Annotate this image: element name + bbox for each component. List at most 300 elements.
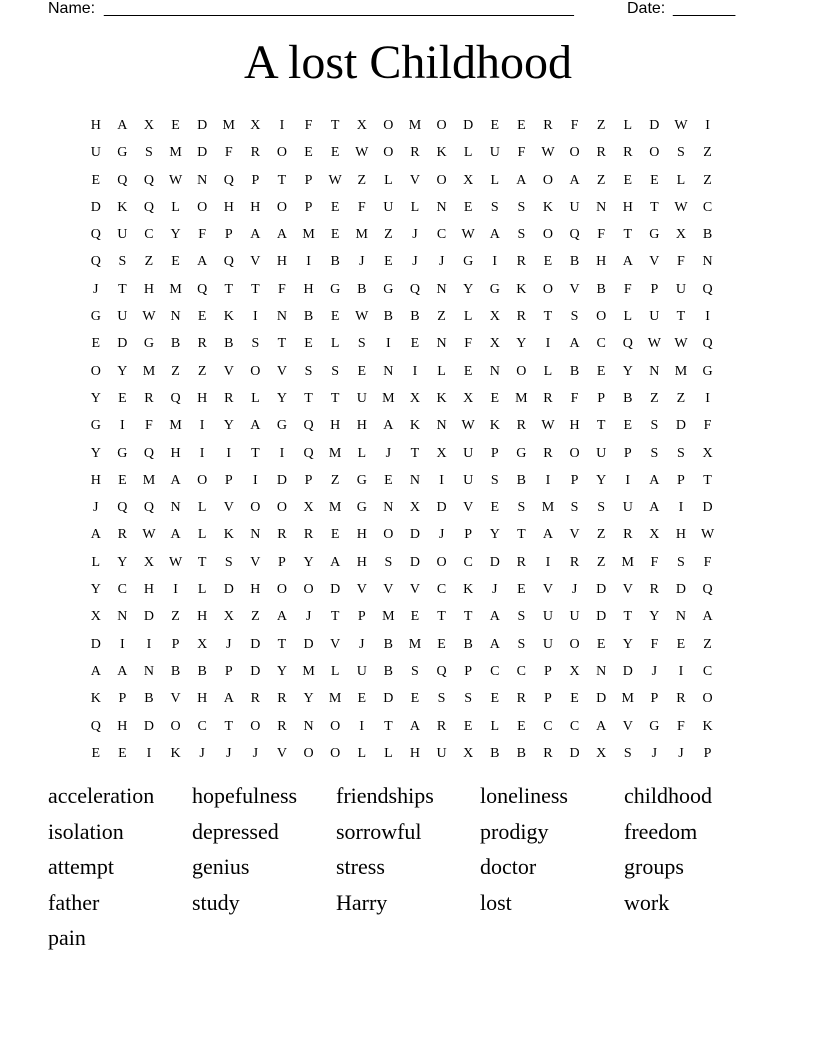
grid-letter: D (117, 336, 128, 352)
grid-letter: N (596, 663, 607, 679)
grid-letter: Y (90, 445, 102, 461)
date-label: Date: (627, 0, 666, 17)
word-list-item: sorrowful (336, 818, 422, 844)
grid-letter: I (439, 472, 445, 488)
grid-letter: T (330, 118, 340, 133)
grid-letter: U (569, 609, 581, 625)
grid-letter: N (250, 527, 261, 543)
grid-letter: N (596, 199, 607, 215)
grid-letter: R (649, 582, 660, 598)
word-search-grid (84, 112, 732, 767)
grid-letter: Z (596, 172, 606, 188)
grid-letter: X (197, 636, 208, 652)
grid-letter: G (356, 472, 368, 488)
grid-letter: L (91, 554, 101, 570)
word-list-item: study (192, 889, 240, 915)
grid-letter: F (650, 636, 659, 652)
grid-letter: A (489, 636, 501, 652)
grid-letter: E (304, 145, 314, 161)
grid-letter: O (542, 172, 554, 188)
word-list-item: father (48, 889, 100, 915)
grid-letter: F (517, 145, 526, 161)
grid-letter: L (171, 199, 181, 215)
grid-letter: J (492, 582, 498, 598)
grid-letter: H (117, 718, 128, 734)
grid-letter: Z (171, 609, 181, 625)
grid-letter: A (569, 336, 581, 352)
grid-letter: Q (197, 281, 208, 297)
grid-letter: J (93, 281, 99, 297)
grid-letter: J (438, 527, 445, 543)
grid-letter: T (517, 527, 527, 543)
grid-letter: A (90, 527, 102, 543)
word-list-item: lost (480, 889, 512, 915)
grid-letter: U (117, 227, 128, 243)
grid-letter: B (224, 336, 234, 352)
grid-letter: Z (144, 254, 154, 270)
grid-letter: P (677, 472, 686, 488)
grid-letter: U (675, 281, 687, 297)
grid-letter: B (330, 254, 341, 270)
grid-letter: X (409, 390, 421, 406)
grid-letter: B (383, 663, 394, 679)
grid-letter: W (168, 172, 183, 188)
grid-letter: G (117, 145, 128, 161)
grid-letter: X (250, 118, 261, 133)
grid-letter: I (279, 445, 285, 461)
grid-letter: Z (596, 527, 606, 543)
grid-letter: O (276, 582, 288, 598)
grid-letter: H (409, 745, 421, 761)
grid-letter: F (677, 718, 686, 734)
grid-letter: Q (143, 445, 155, 461)
grid-letter: M (142, 363, 156, 379)
grid-letter: V (223, 500, 235, 516)
grid-letter: O (383, 118, 394, 133)
grid-letter: H (675, 527, 687, 543)
grid-letter: K (409, 418, 421, 434)
grid-letter: J (412, 227, 419, 243)
grid-letter: A (516, 172, 527, 188)
grid-letter: Z (676, 390, 686, 406)
grid-letter: X (569, 663, 581, 679)
grid-letter: M (222, 118, 236, 133)
grid-letter: D (675, 582, 687, 598)
grid-letter: Q (569, 227, 581, 243)
grid-letter: R (596, 145, 607, 161)
grid-letter: E (410, 336, 420, 352)
grid-letter: S (118, 254, 127, 270)
grid-letter: B (197, 663, 208, 679)
grid-letter: E (623, 418, 633, 434)
grid-letter: V (409, 172, 421, 188)
grid-letter: E (676, 636, 686, 652)
grid-letter: C (596, 336, 607, 352)
grid-letter: U (596, 445, 607, 461)
grid-letter: I (173, 582, 179, 598)
grid-letter: Q (90, 718, 102, 734)
grid-letter: E (517, 118, 527, 133)
grid-letter: K (436, 145, 448, 161)
grid-letter: E (543, 254, 553, 270)
grid-letter: S (437, 691, 446, 707)
name-field[interactable]: ______________________________________________________ (104, 0, 574, 17)
grid-letter: U (463, 445, 474, 461)
grid-letter: X (436, 445, 448, 461)
grid-letter: F (650, 554, 659, 570)
grid-letter: R (224, 390, 234, 406)
grid-letter: N (436, 281, 448, 297)
grid-letter: P (464, 663, 473, 679)
grid-letter: T (251, 281, 261, 297)
grid-letter: D (649, 118, 660, 133)
grid-letter: L (490, 172, 500, 188)
grid-letter: J (412, 254, 419, 270)
grid-letter: R (676, 691, 687, 707)
grid-letter: H (356, 554, 368, 570)
grid-letter: O (436, 554, 448, 570)
grid-letter: T (304, 390, 314, 406)
grid-letter: J (678, 745, 685, 761)
grid-letter: P (650, 281, 659, 297)
grid-letter: G (463, 254, 474, 270)
grid-letter: J (305, 609, 312, 625)
grid-letter: M (328, 691, 342, 707)
grid-letter: U (356, 663, 368, 679)
grid-letter: O (250, 718, 261, 734)
grid-letter: Y (117, 554, 128, 570)
grid-letter: F (464, 336, 473, 352)
grid-letter: P (224, 472, 234, 488)
grid-letter: M (355, 227, 369, 243)
grid-letter: J (252, 745, 259, 761)
grid-letter: U (383, 199, 394, 215)
grid-letter: B (702, 227, 713, 243)
grid-letter: U (463, 472, 474, 488)
grid-letter: Y (489, 527, 501, 543)
grid-letter: I (492, 254, 498, 270)
grid-letter: M (169, 145, 183, 161)
grid-letter: W (541, 418, 556, 434)
grid-letter: I (226, 445, 232, 461)
grid-letter: L (384, 745, 394, 761)
grid-letter: K (489, 418, 501, 434)
grid-letter: V (383, 582, 394, 598)
grid-letter: E (91, 336, 101, 352)
grid-letter: L (384, 172, 394, 188)
grid-letter: A (409, 718, 421, 734)
grid-letter: G (516, 445, 527, 461)
grid-letter: D (250, 636, 261, 652)
grid-letter: O (542, 281, 554, 297)
grid-letter: A (170, 527, 182, 543)
grid-letter: Q (90, 227, 102, 243)
grid-letter: I (253, 472, 259, 488)
grid-letter: C (436, 582, 447, 598)
grid-row (84, 521, 732, 548)
grid-letter: P (650, 691, 659, 707)
grid-letter: J (226, 745, 232, 761)
grid-letter: Q (143, 199, 155, 215)
grid-letter: Y (90, 582, 102, 598)
grid-letter: L (357, 445, 367, 461)
grid-letter: M (674, 363, 688, 379)
grid-letter: E (490, 500, 500, 516)
grid-letter: X (223, 609, 235, 625)
grid-letter: R (516, 418, 527, 434)
word-list-item: work (624, 889, 670, 915)
grid-letter: D (675, 418, 687, 434)
grid-letter: O (276, 145, 288, 161)
grid-letter: F (703, 554, 712, 570)
word-list-item: friendships (336, 783, 434, 808)
grid-letter: O (197, 199, 208, 215)
grid-letter: O (702, 691, 714, 707)
header-line (48, 0, 748, 20)
grid-letter: R (197, 336, 208, 352)
grid-row (84, 303, 732, 330)
grid-letter: N (276, 309, 288, 325)
grid-letter: O (569, 445, 581, 461)
grid-letter: D (596, 609, 607, 625)
grid-letter: I (199, 445, 205, 461)
word-list-item: doctor (480, 854, 537, 879)
grid-letter: E (490, 390, 500, 406)
grid-letter: R (436, 718, 447, 734)
grid-letter: J (359, 636, 365, 652)
grid-letter: E (437, 636, 447, 652)
name-label: Name: (48, 0, 96, 17)
grid-letter: U (436, 745, 448, 761)
grid-letter: Q (436, 663, 448, 679)
grid-letter: A (117, 118, 128, 133)
grid-letter: N (197, 172, 208, 188)
grid-letter: D (197, 145, 208, 161)
word-list-item: stress (336, 854, 385, 879)
grid-letter: E (410, 691, 420, 707)
grid-letter: R (250, 145, 261, 161)
grid-letter: M (328, 500, 342, 516)
grid-letter: W (142, 527, 157, 543)
grid-letter: S (384, 554, 393, 570)
grid-letter: U (90, 145, 102, 161)
grid-letter: S (517, 500, 526, 516)
grid-letter: S (650, 418, 659, 434)
grid-letter: M (541, 500, 555, 516)
grid-letter: P (278, 554, 287, 570)
grid-letter: R (543, 118, 554, 133)
grid-letter: I (146, 636, 152, 652)
grid-letter: P (544, 691, 553, 707)
grid-letter: H (223, 199, 235, 215)
word-list-item: pain (48, 925, 86, 950)
grid-row (84, 358, 732, 385)
grid-letter: O (90, 363, 102, 379)
grid-letter: N (383, 500, 394, 516)
grid-letter: N (649, 363, 660, 379)
grid-row (84, 549, 732, 576)
grid-letter: D (409, 554, 421, 570)
grid-letter: C (702, 663, 713, 679)
grid-letter: D (143, 609, 155, 625)
grid-letter: D (90, 199, 102, 215)
grid-letter: J (651, 663, 658, 679)
grid-letter: H (197, 691, 208, 707)
grid-letter: S (570, 500, 579, 516)
grid-letter: D (596, 582, 607, 598)
grid-letter: W (461, 227, 476, 243)
grid-letter: F (304, 118, 313, 133)
grid-letter: E (570, 691, 580, 707)
grid-letter: B (170, 336, 181, 352)
grid-letter: D (489, 554, 501, 570)
grid-letter: Y (223, 418, 235, 434)
grid-letter: Y (276, 390, 288, 406)
grid-letter: G (330, 281, 341, 297)
grid-letter: T (277, 172, 287, 188)
grid-letter: C (463, 554, 474, 570)
grid-letter: A (250, 227, 261, 243)
grid-letter: W (541, 145, 556, 161)
grid-letter: S (677, 445, 686, 461)
grid-letter: H (197, 390, 208, 406)
grid-row (84, 412, 732, 439)
grid-letter: R (623, 527, 633, 543)
grid-letter: O (276, 500, 288, 516)
grid-letter: F (224, 145, 234, 161)
grid-letter: M (515, 390, 529, 406)
grid-letter: O (276, 199, 288, 215)
grid-letter: E (171, 254, 181, 270)
date-field[interactable]: _______ (673, 0, 736, 17)
word-list-item: isolation (48, 818, 124, 844)
grid-letter: O (596, 309, 607, 325)
grid-letter: L (463, 309, 473, 325)
grid-letter: S (517, 227, 526, 243)
grid-letter: U (542, 636, 554, 652)
grid-letter: M (382, 390, 396, 406)
grid-letter: D (223, 582, 235, 598)
grid-letter: R (303, 527, 314, 543)
grid-letter: U (622, 500, 634, 516)
grid-row (84, 139, 732, 166)
grid-letter: S (357, 336, 367, 352)
word-list-item: acceleration (48, 783, 155, 808)
grid-letter: D (383, 691, 394, 707)
grid-letter: X (702, 445, 714, 461)
grid-letter: E (490, 691, 500, 707)
grid-letter: I (146, 745, 152, 761)
grid-letter: E (330, 309, 340, 325)
grid-letter: M (169, 281, 183, 297)
grid-letter: T (224, 281, 234, 297)
grid-letter: K (542, 199, 554, 215)
grid-letter: E (330, 199, 340, 215)
grid-letter: M (169, 418, 183, 434)
grid-letter: I (306, 254, 312, 270)
grid-letter: E (118, 472, 128, 488)
grid-letter: E (463, 199, 473, 215)
grid-row (84, 713, 732, 740)
grid-letter: E (357, 363, 367, 379)
grid-letter: I (412, 363, 418, 379)
grid-letter: D (330, 582, 341, 598)
grid-letter: K (436, 390, 448, 406)
grid-letter: N (675, 609, 687, 625)
grid-letter: C (436, 227, 447, 243)
grid-letter: F (597, 227, 606, 243)
grid-letter: H (330, 418, 341, 434)
grid-letter: P (490, 445, 500, 461)
grid-letter: H (356, 418, 368, 434)
grid-letter: N (170, 309, 182, 325)
grid-letter: L (330, 336, 340, 352)
grid-letter: V (170, 691, 182, 707)
grid-letter: E (490, 118, 500, 133)
grid-letter: Z (171, 363, 181, 379)
grid-letter: I (253, 309, 259, 325)
grid-letter: E (650, 172, 660, 188)
grid-letter: E (304, 336, 314, 352)
grid-letter: O (569, 636, 581, 652)
grid-letter: P (304, 199, 313, 215)
grid-letter: G (383, 281, 394, 297)
grid-letter: J (438, 254, 445, 270)
grid-letter: B (516, 472, 527, 488)
grid-letter: R (543, 745, 554, 761)
grid-letter: Q (702, 281, 714, 297)
grid-letter: O (303, 745, 315, 761)
grid-letter: O (516, 363, 527, 379)
grid-letter: V (622, 582, 634, 598)
grid-letter: S (490, 472, 500, 488)
page-title: A lost Childhood (243, 36, 573, 89)
grid-letter: L (330, 663, 340, 679)
grid-letter: I (678, 500, 684, 516)
grid-letter: O (197, 472, 208, 488)
grid-letter: O (436, 172, 448, 188)
grid-letter: I (199, 418, 205, 434)
grid-letter: I (545, 336, 551, 352)
grid-letter: O (569, 145, 581, 161)
grid-letter: Q (143, 500, 155, 516)
grid-letter: D (90, 636, 102, 652)
grid-letter: B (357, 281, 367, 297)
grid-letter: L (490, 718, 500, 734)
grid-letter: E (197, 309, 207, 325)
grid-letter: E (596, 363, 606, 379)
grid-letter: E (596, 636, 606, 652)
grid-letter: Q (409, 281, 421, 297)
grid-letter: P (304, 172, 313, 188)
grid-letter: B (144, 691, 155, 707)
grid-letter: G (143, 336, 155, 352)
grid-letter: X (143, 118, 155, 133)
grid-letter: B (569, 254, 580, 270)
grid-letter: E (517, 582, 527, 598)
grid-letter: A (542, 527, 554, 543)
grid-letter: L (410, 199, 420, 215)
grid-letter: M (408, 636, 422, 652)
grid-letter: F (677, 254, 686, 270)
grid-letter: I (279, 118, 285, 133)
grid-letter: A (569, 172, 581, 188)
word-list-item: prodigy (480, 818, 549, 844)
grid-letter: K (463, 582, 474, 598)
grid-letter: C (490, 663, 500, 679)
grid-letter: Z (703, 636, 713, 652)
word-list-item: Harry (336, 889, 388, 915)
